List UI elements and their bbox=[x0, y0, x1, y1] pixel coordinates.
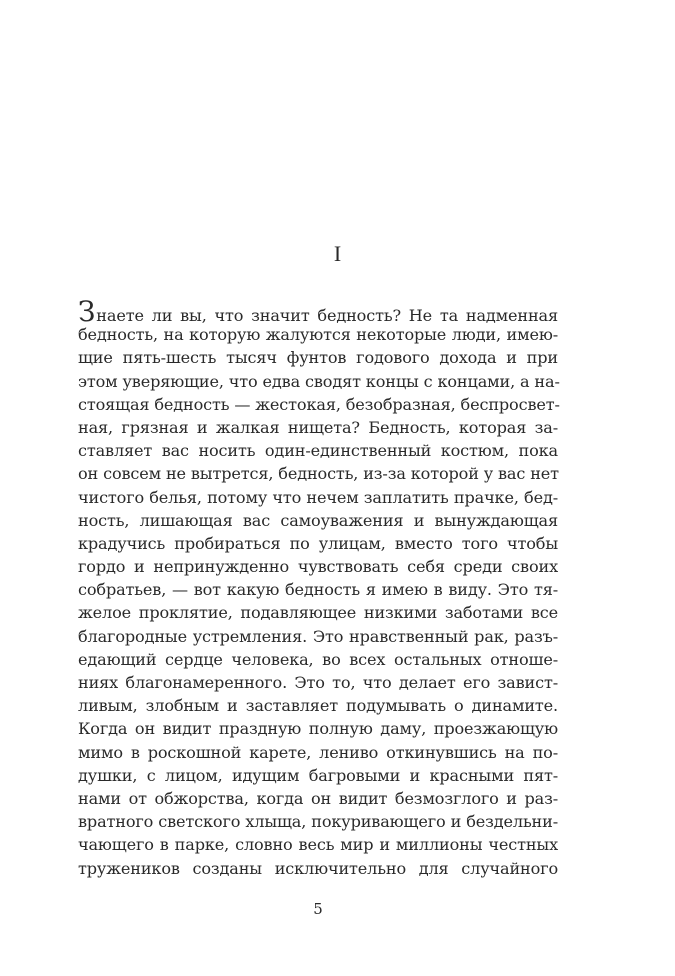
initial-letter: З bbox=[78, 295, 96, 328]
text-line: едающий сердце человека, во всех остальных отноше- bbox=[78, 649, 558, 669]
text-line: бедность, на которую жалуются некоторые люди, имею- bbox=[78, 325, 558, 345]
text-line: ставляет вас носить один-единственный костюм, пока bbox=[78, 441, 558, 461]
text-line: душки, с лицом, идущим багровыми и красными пят- bbox=[78, 765, 558, 785]
chapter-heading: I bbox=[333, 241, 342, 266]
text-line: ниях благонамеренного. Это то, что делает его завист- bbox=[78, 673, 558, 692]
text-line: ливым, злобным и заставляет подумывать о динамите. bbox=[78, 696, 558, 716]
text-line: желое проклятие, подавляющее низкими заботами все bbox=[78, 603, 558, 623]
text-line: мимо в роскошной карете, лениво откинувшись на по- bbox=[78, 742, 558, 762]
text-line bbox=[78, 295, 558, 328]
text-line-content: наете ли вы, что значит бедность? Не та надменная bbox=[96, 306, 558, 325]
text-line: щие пять-шесть тысяч фунтов годового дохода и при bbox=[78, 348, 558, 368]
text-line: гордо и непринужденно чувствовать себя среди своих bbox=[78, 557, 558, 577]
text-line: благородные устремления. Это нравственный рак, разъ- bbox=[78, 626, 558, 646]
text-line: стоящая бедность — жестокая, безобразная, беспросвет- bbox=[78, 394, 560, 414]
text-line: он совсем не вытрется, бедность, из-за которой у вас нет bbox=[78, 464, 559, 484]
text-line: тружеников созданы исключительно для случайного bbox=[78, 858, 558, 878]
text-line: ность, лишающая вас самоуважения и вынуждающая bbox=[78, 510, 558, 530]
text-line: вратного светского хлыща, покуривающего и бездельни- bbox=[78, 812, 558, 832]
text-line: ная, грязная и жалкая нищета? Бедность, которая за- bbox=[78, 417, 558, 437]
text-line: крадучись пробираться по улицам, вместо того чтобы bbox=[78, 533, 558, 553]
text-line: чистого белья, потому что нечем заплатить прачке, бед- bbox=[78, 487, 558, 507]
body-paragraph bbox=[78, 295, 560, 880]
text-line: собратьев, — вот какую бедность я имею в виду. Это тя- bbox=[78, 580, 558, 600]
text-line: чающего в парке, словно весь мир и миллионы честных bbox=[78, 835, 558, 855]
text-line: Когда он видит праздную полную даму, проезжающую bbox=[78, 719, 558, 739]
text-line: нами от обжорства, когда он видит безмозглого и раз- bbox=[78, 788, 558, 808]
page-number: 5 bbox=[313, 900, 323, 918]
text-line: этом уверяющие, что едва сводят концы с концами, а на- bbox=[78, 371, 560, 391]
